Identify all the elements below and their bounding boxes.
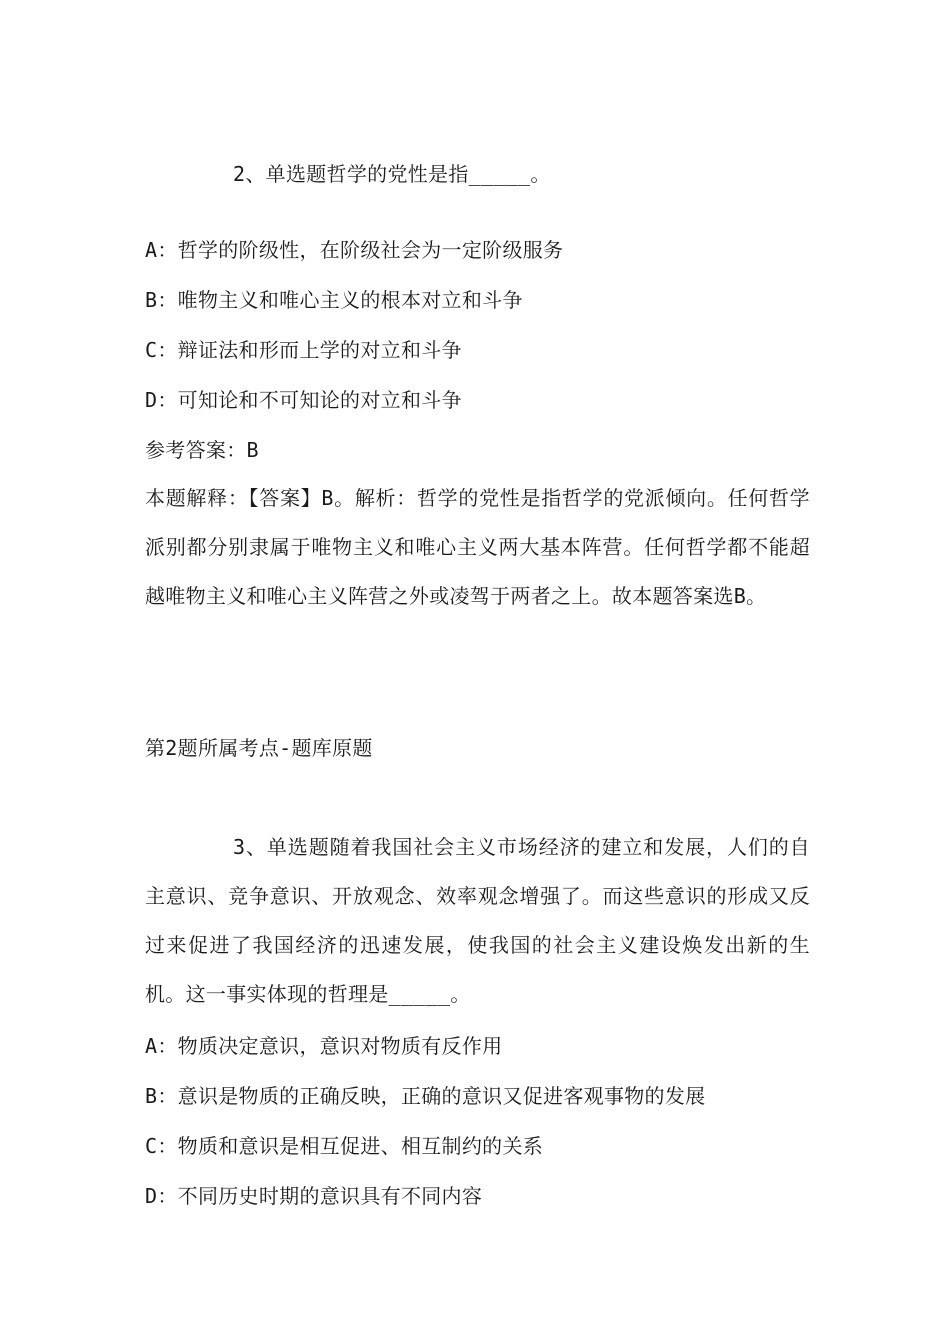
question-3-stem — [145, 823, 810, 1019]
question-2-option-d: D：可知论和不可知论的对立和斗争 — [145, 388, 462, 412]
question-2-option-a: A：哲学的阶级性，在阶级社会为一定阶级服务 — [145, 238, 564, 262]
question-3-option-a: A：物质决定意识，意识对物质有反作用 — [145, 1034, 503, 1058]
question-3-option-d: D：不同历史时期的意识具有不同内容 — [145, 1184, 483, 1208]
question-3-option-c: C：物质和意识是相互促进、相互制约的关系 — [145, 1134, 544, 1158]
question-2-topic: 第2题所属考点-题库原题 — [145, 736, 373, 760]
question-2-option-c: C：辩证法和形而上学的对立和斗争 — [145, 338, 462, 362]
question-2-stem: 2、单选题哲学的党性是指_____。 — [233, 162, 551, 186]
question-3-option-b: B：意识是物质的正确反映，正确的意识又促进客观事物的发展 — [145, 1084, 706, 1108]
question-2-answer: 参考答案：B — [145, 438, 259, 462]
question-2-option-b: B：唯物主义和唯心主义的根本对立和斗争 — [145, 288, 523, 312]
question-3-stem-text: 3、单选题随着我国社会主义市场经济的建立和发展，人们的自主意识、竞争意识、开放观念、效率观念增强了。而这些意识的形成又反过来促进了我国经济的迅速发展，使我国的社会主义建设焕发出新的生机。这一事实体现的哲理是_____。 — [145, 835, 810, 1006]
question-2-explanation: 本题解释：【答案】B。解析：哲学的党性是指哲学的党派倾向。任何哲学派别都分别隶属于唯物主义和唯心主义两大基本阵营。任何哲学都不能超越唯物主义和唯心主义阵营之外或凌驾于两者之上。故本题答案选B。 — [145, 486, 810, 608]
